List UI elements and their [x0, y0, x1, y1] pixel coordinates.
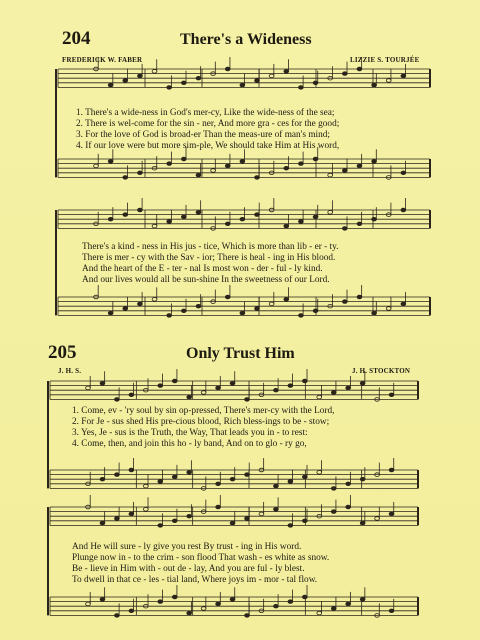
lyric-line: 4. Come, then, and join this ho - ly band, And on to glo - ry go,: [72, 439, 307, 449]
lyric-line: 3. Yes, Je - sus is the Truth, the Way, That leads you in - to rest:: [72, 428, 308, 438]
lyric-line: 1. Come, ev - 'ry soul by sin op-pressed, There's mer-cy with the Lord,: [72, 406, 335, 416]
hymn-title: There's a Wideness: [180, 31, 312, 48]
lyric-line: And our lives would all be sun-shine In the sweetness of our Lord.: [82, 275, 330, 285]
verse-block-1: [76, 108, 339, 152]
lyric-line: 2. For Je - sus shed His pre-cious blood, Rich bless-ings to be - stow;: [72, 417, 330, 427]
lyric-line: And He will sure - ly give you rest By trust - ing in His word.: [72, 542, 302, 552]
lyric-line: And the heart of the E - ter - nal Is most won - der - ful - ly kind.: [82, 264, 323, 274]
hymn-title: Only Trust Him: [186, 345, 295, 362]
lyric-line: 4. If our love were but more sim-ple, We should take Him at His word,: [76, 141, 340, 151]
words-credit: J. H. S.: [58, 367, 82, 375]
hymn-number: 205: [48, 342, 77, 363]
lyric-line: 2. There is wel-come for the sin - ner, And more gra - ces for the good;: [76, 119, 340, 129]
lyric-line: 3. For the love of God is broad-er Than the meas-ure of man's mind;: [76, 130, 331, 140]
lyric-line: Be - lieve in Him with - out de - lay, And you are ful - ly blest.: [72, 564, 305, 574]
verse-block-3: [72, 406, 334, 450]
lyric-line: Plunge now in - to the crim - son flood That wash - es white as snow.: [72, 553, 330, 563]
lyric-line: 1. There's a wide-ness in God's mer-cy, Like the wide-ness of the sea;: [76, 108, 335, 118]
verse-block-4: [72, 542, 329, 586]
lyric-line: To dwell in that ce - les - tial land, Where joys im - mor - tal flow.: [72, 575, 318, 585]
music-credit: LIZZIE S. TOURJÉE: [350, 56, 420, 64]
lyric-line: There is mer - cy with the Sav - ior; There is heal - ing in His blood.: [82, 253, 336, 263]
lyric-line: There's a kind - ness in His jus - tice, Which is more than lib - er - ty.: [82, 242, 339, 252]
words-credit: FREDERICK W. FABER: [62, 56, 143, 64]
verse-block-2: [82, 242, 339, 286]
hymn-number: 204: [62, 28, 91, 49]
music-credit: J. H. STOCKTON: [352, 367, 411, 375]
